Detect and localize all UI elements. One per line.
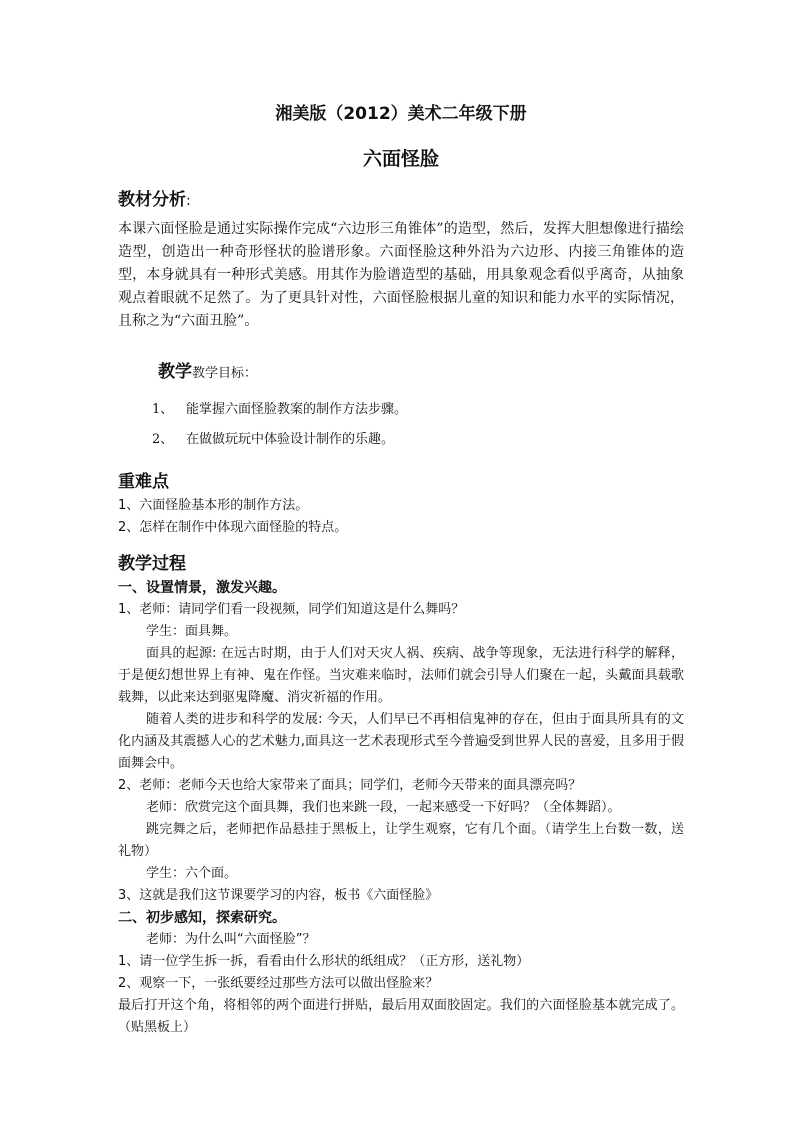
process-line: 2、老师：老师今天也给大家带来了面具；同学们，老师今天带来的面具漂亮吗？	[118, 778, 582, 793]
document-page	[118, 102, 684, 1039]
key-point-item: 1、六面怪脸基本形的制作方法。	[118, 498, 309, 513]
process-line: 老师：为什么叫“六面怪脸”？	[146, 932, 316, 947]
goal-text: 能掌握六面怪脸教案的制作方法步骤。	[186, 402, 408, 417]
document-title: 湘美版（2012）美术二年级下册	[275, 104, 527, 124]
analysis-heading-colon: :	[186, 193, 191, 209]
goal-number: 2、	[152, 432, 174, 447]
process-paragraph: 随着人类的进步和科学的发展: 今天，人们早已不再相信鬼神的存在，但由于面具所具有的文化内涵及其震撼人心的艺术魅力,面具这一艺术表现形式至今普遍受到世界人民的喜爱，且多用于假面舞会中。	[118, 712, 684, 771]
goal-item	[118, 395, 684, 425]
goals-heading	[118, 359, 684, 385]
section-heading: 一、设置情景，激发兴趣。	[118, 580, 286, 596]
analysis-heading-text: 教材分析	[118, 190, 186, 210]
goals-list	[118, 395, 684, 455]
analysis-paragraph: 本课六面怪脸是通过实际操作完成“六边形三角锥体”的造型，然后，发挥大胆想像进行描绘造型，创造出一种奇形怪状的脸谱形象。六面怪脸这种外沿为六边形、内接三角锥体的造型，本身就具有一种形式美感。用其作为脸谱造型的基础，用具象观念看似乎离奇，从抽象观点着眼就不足然了。为了更具针对性，六面怪脸根据儿童的知识和能力水平的实际情况，且称之为“六面丑脸”。	[118, 221, 684, 329]
process-heading: 教学过程	[118, 554, 186, 574]
process-paragraph: 跳完舞之后，老师把作品悬挂于黑板上，让学生观察，它有几个面。（请学生上台数一数，送礼物）	[118, 822, 684, 859]
process-line: 1、老师：请同学们看一段视频，同学们知道这是什么舞吗？	[118, 602, 465, 617]
goals-heading-small: 教学目标：	[192, 366, 258, 381]
process-paragraph: 面具的起源: 在远古时期，由于人们对天灾人祸、疾病、战争等现象，无法进行科学的解释，于是便幻想世界上有神、鬼在作怪。当灾难来临时，法师们就会引导人们聚在一起，头戴面具载歌载舞，以此来达到驱鬼降魔、消灾祈福的作用。	[118, 646, 684, 705]
section-heading: 二、初步感知，探索研究。	[118, 910, 286, 926]
process-line: 1、请一位学生拆一拆，看看由什么形状的纸组成？（正方形，送礼物）	[118, 954, 530, 969]
process-line: 3、这就是我们这节课要学习的内容，板书《六面怪脸》	[118, 888, 439, 903]
goal-number: 1、	[152, 402, 174, 417]
key-point-item: 2、怎样在制作中体现六面怪脸的特点。	[118, 520, 348, 535]
process-line: 老师：欣赏完这个面具舞，我们也来跳一段，一起来感受一下好吗？（全体舞蹈）。	[146, 800, 621, 815]
process-line: 学生：面具舞。	[146, 624, 238, 639]
analysis-heading	[118, 188, 684, 212]
goal-item	[118, 425, 684, 455]
goals-heading-big: 教学	[158, 362, 192, 382]
process-line: 学生：六个面。	[146, 866, 238, 881]
goal-text: 在做做玩玩中体验设计制作的乐趣。	[186, 432, 395, 447]
key-points-heading: 重难点	[118, 472, 169, 492]
process-paragraph: 最后打开这个角，将相邻的两个面进行拼贴，最后用双面胶固定。我们的六面怪脸基本就完成了。（贴黑板上）	[118, 998, 684, 1035]
process-line: 2、观察一下，一张纸要经过那些方法可以做出怪脸来？	[118, 976, 439, 991]
lesson-title: 六面怪脸	[362, 148, 439, 170]
